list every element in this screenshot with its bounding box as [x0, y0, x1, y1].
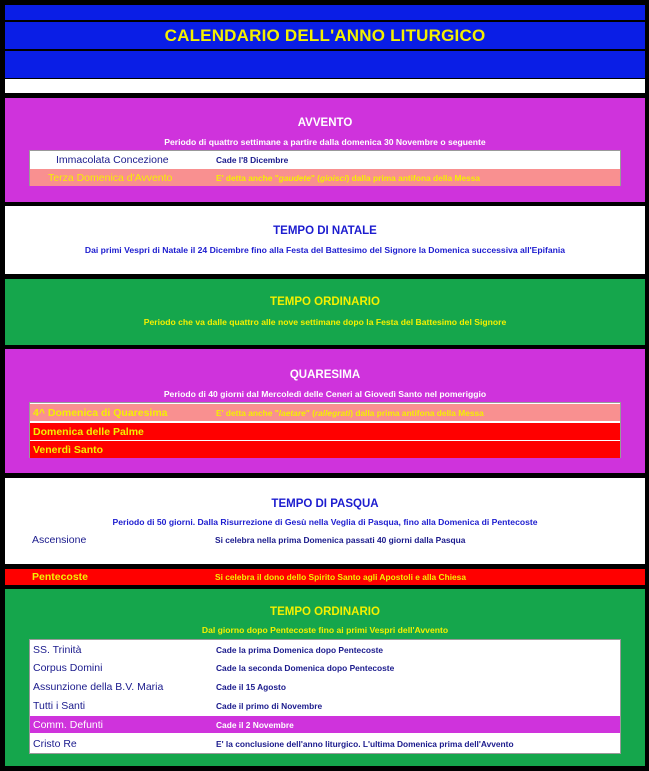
row-note: Cade il 15 Agosto: [216, 681, 286, 692]
quaresima-table: [29, 402, 621, 458]
section-pasqua: [5, 478, 645, 564]
row-note: Si celebra il dono dello Spirito Santo agli Apostoli e alla Chiesa: [215, 572, 466, 582]
section-title: TEMPO DI NATALE: [273, 225, 377, 237]
row-name: SS. Trinità: [33, 643, 82, 656]
ordinario-table: [29, 639, 621, 754]
section-description: Periodo che va dalle quattro alle nove settimane dopo la Festa del Battesimo del Signore: [143, 317, 507, 327]
row-note: Cade l'8 Dicembre: [216, 154, 289, 165]
section-title: TEMPO ORDINARIO: [270, 606, 380, 618]
section-description: Periodo di 40 giorni dal Mercoledì delle Ceneri al Giovedì Santo nel pomeriggio: [163, 389, 487, 399]
section-description: Periodo di quattro settimane a partire dalla domenica 30 Novembre o seguente: [164, 137, 486, 147]
section-ordinario-1: [5, 279, 645, 345]
row-pentecoste: [5, 569, 645, 585]
row-name: Assunzione della B.V. Maria: [33, 680, 164, 693]
row-name: Domenica delle Palme: [33, 425, 144, 438]
section-title: TEMPO DI PASQUA: [271, 498, 379, 510]
header-spacer: [5, 79, 645, 93]
row-name: Immacolata Concezione: [56, 153, 169, 166]
table-row: [30, 697, 620, 714]
row-note: Si celebra nella prima Domenica passati 40 giorni dalla Pasqua: [215, 534, 466, 545]
row-note: Cade il primo di Novembre: [216, 700, 323, 711]
table-row: [30, 659, 620, 676]
row-note: Cade la seconda Domenica dopo Pentecoste: [216, 662, 395, 673]
table-row: [30, 678, 620, 695]
row-note: E' detta anche " gaudete " ( gioisci ) dalla prima antifona della Messa: [216, 172, 481, 183]
section-title: TEMPO ORDINARIO: [270, 296, 380, 308]
section-natale: [5, 206, 645, 274]
row-name: Comm. Defunti: [33, 718, 104, 731]
section-description: Periodo di 50 giorni. Dalla Risurrezione di Gesù nella Veglia di Pasqua, fino alla Domenica di Pentecoste: [112, 517, 538, 527]
row-name: Cristo Re: [33, 737, 77, 750]
row-note: E' la conclusione dell'anno liturgico. L'ultima Domenica prima dell'Avvento: [216, 738, 514, 749]
header-top-band: [5, 5, 645, 20]
header-title-band: [5, 22, 645, 49]
header-bottom-band: [5, 51, 645, 78]
row-name: Corpus Domini: [33, 661, 103, 674]
row-name: Pentecoste: [32, 571, 89, 583]
row-note: Cade il 2 Novembre: [216, 719, 294, 730]
row-name: Venerdì Santo: [33, 443, 104, 456]
section-title: QUARESIMA: [289, 369, 361, 381]
table-row: [30, 169, 620, 186]
table-row: [30, 735, 620, 752]
table-row: [30, 151, 620, 168]
table-row: [29, 531, 621, 548]
section-description: Dal giorno dopo Pentecoste fino ai primi Vespri dell'Avvento: [201, 625, 449, 635]
table-row: [30, 423, 620, 440]
page-title: CALENDARIO DELL'ANNO LITURGICO: [164, 25, 486, 45]
table-row: [30, 441, 620, 458]
avvento-table: [29, 150, 621, 186]
row-note: E' detta anche " laetare " ( rallegrati ) dalla prima antifona della Messa: [216, 407, 484, 418]
row-note: Cade la prima Domenica dopo Pentecoste: [216, 644, 384, 655]
section-ordinario-2: [5, 589, 645, 766]
table-row: [30, 716, 620, 733]
section-avvento: [5, 98, 645, 202]
row-name: 4^ Domenica di Quaresima: [33, 406, 168, 419]
table-row: [30, 404, 620, 421]
row-name: Terza Domenica d'Avvento: [48, 171, 173, 184]
section-title: AVVENTO: [297, 117, 353, 129]
row-name: Tutti i Santi: [33, 699, 86, 712]
row-name: Ascensione: [32, 533, 87, 546]
section-quaresima: [5, 349, 645, 473]
section-description: Dai primi Vespri di Natale il 24 Dicembre fino alla Festa del Battesimo del Signore la Domenica successiva all'Epifania: [84, 245, 566, 255]
table-row: [30, 641, 620, 658]
